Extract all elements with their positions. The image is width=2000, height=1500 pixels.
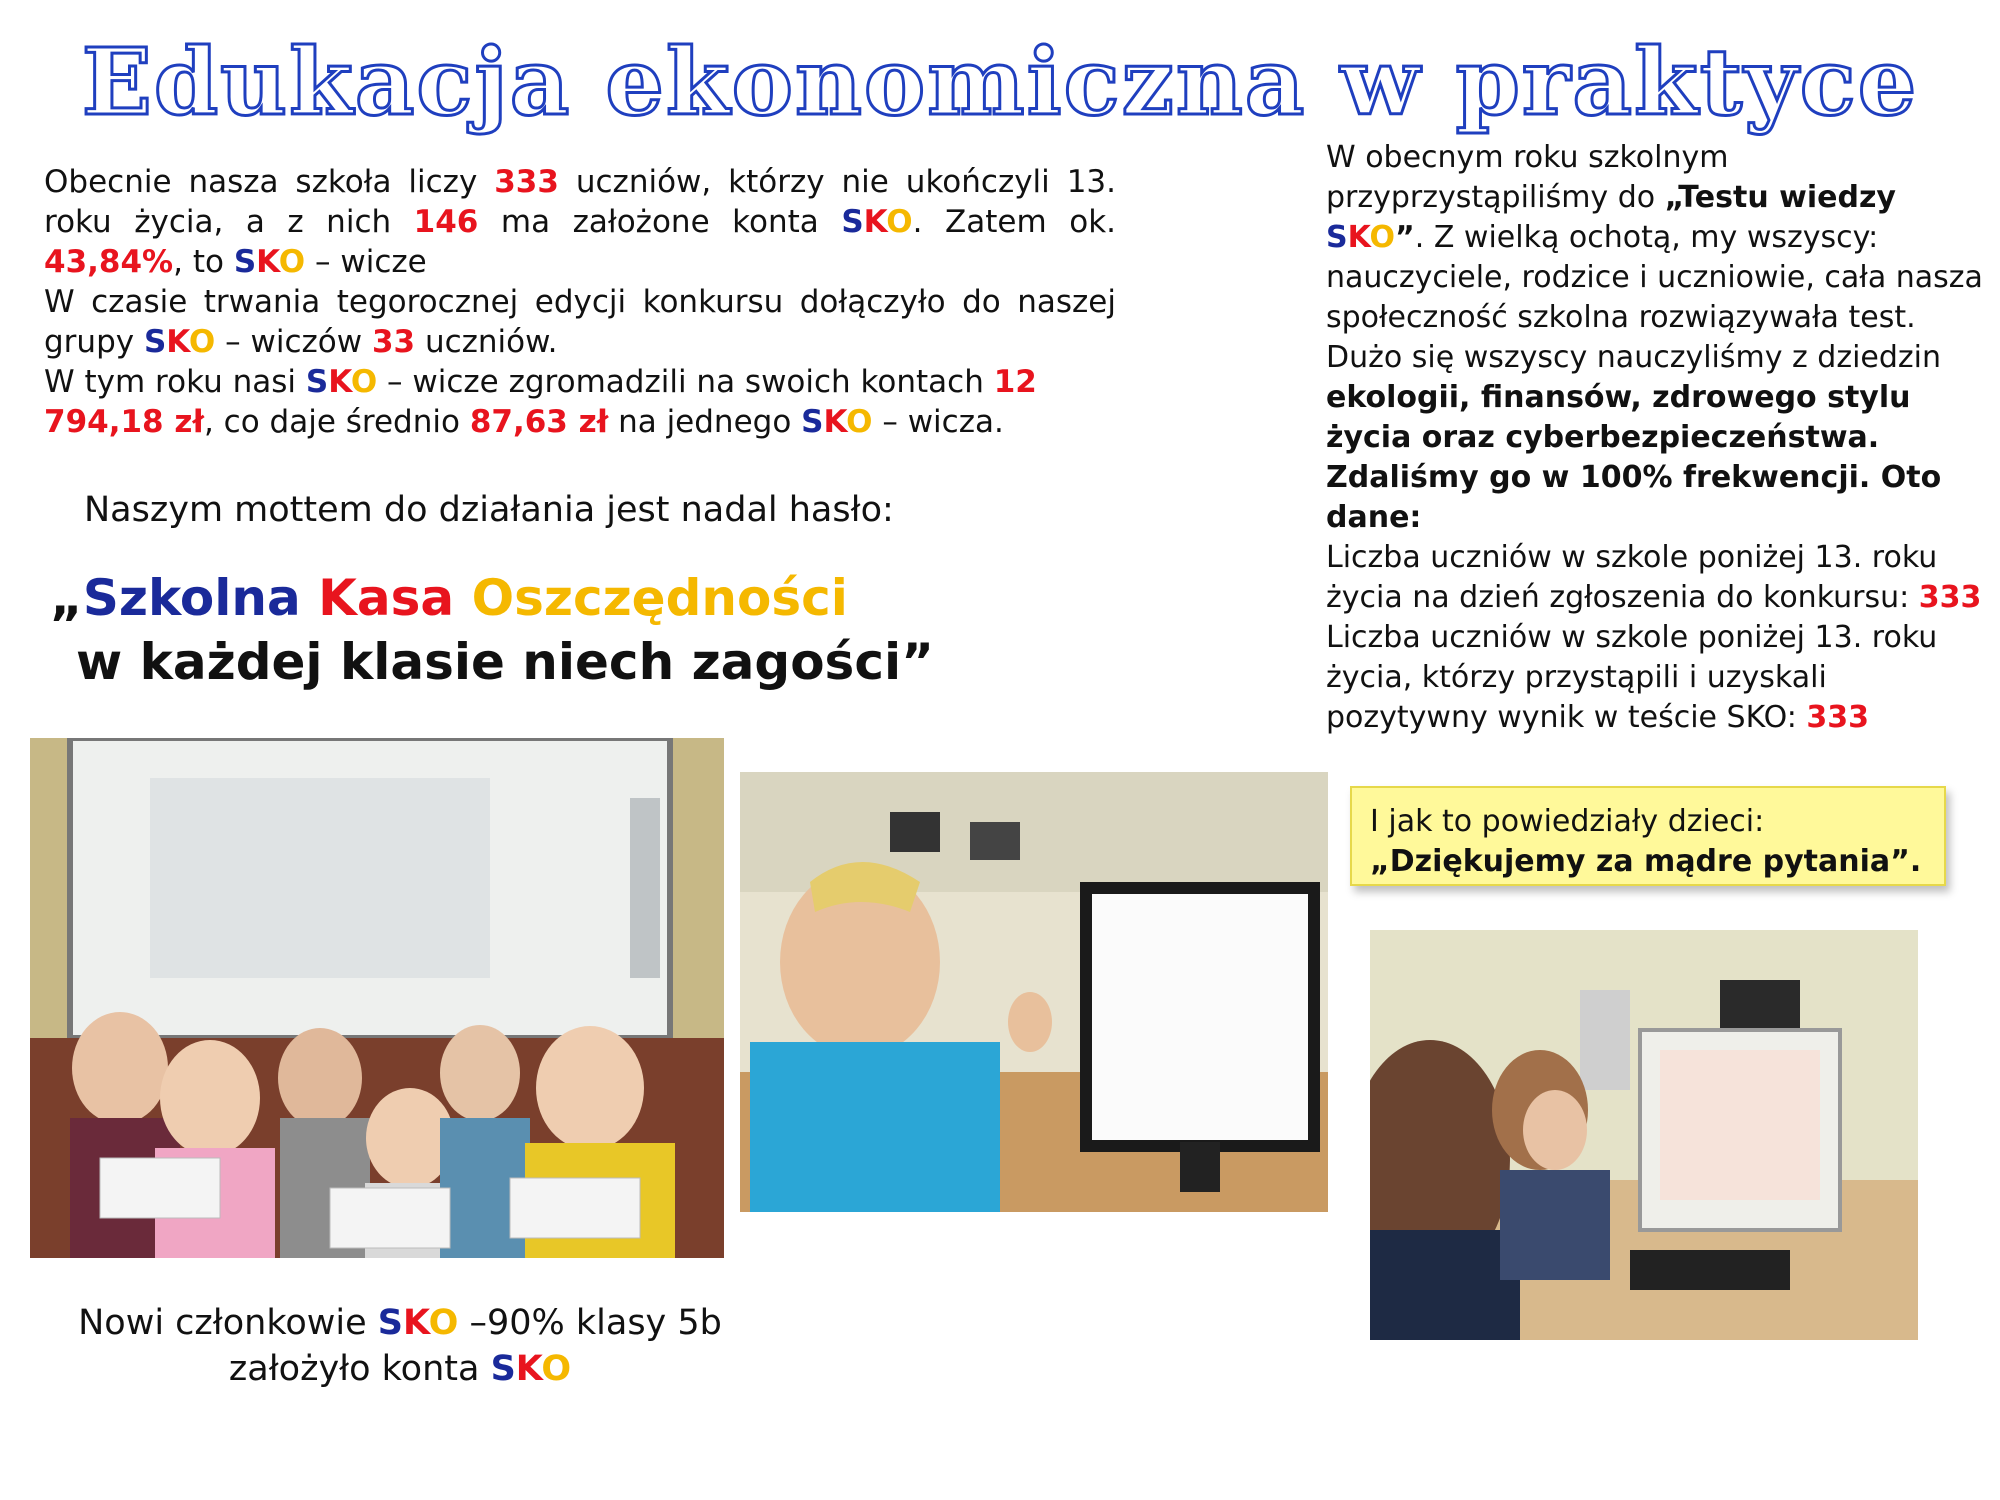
photo-caption: Nowi członkowie SKO –90% klasy 5b założyło konta SKO	[78, 1303, 722, 1389]
paragraph-new-members: W czasie trwania tegorocznej edycji konkursu dołączyło do naszej grupy SKO – wiczów 33 uczniów.	[44, 284, 1116, 360]
percent-value: 43,84%	[44, 244, 174, 280]
photo-boy-thumbs-up	[740, 772, 1328, 1212]
quote-intro: I jak to powiedziały dzieci:	[1370, 804, 1765, 839]
number-joined: 33	[371, 324, 416, 360]
motto-line-2: w każdej klasie niech zagości”	[76, 633, 934, 691]
paragraph-school-stats: Obecnie nasza szkoła liczy 333 uczniów, którzy nie ukończyli 13. roku życia, a z nich 146 ma założone konta SKO. Zatem ok. 43,84%, to SKO – wicze	[44, 164, 1117, 280]
paragraph-savings: W tym roku nasi SKO – wicze zgromadzili na swoich kontach 12 794,18 zł, co daje średnio 87,63 zł na jednego SKO – wicza.	[44, 364, 1037, 440]
sko-word: SKO	[841, 204, 913, 240]
children-quote-box	[1350, 786, 1946, 886]
number-students: 333	[494, 164, 559, 200]
quote-text: „Dziękujemy za mądre pytania”.	[1370, 844, 1922, 879]
sko-word: SKO	[801, 404, 873, 440]
paragraph-test: W obecnym roku szkolnym przyprzystąpiliśmy do „Testu wiedzy SKO”. Z wielką ochotą, my wszyscy: nauczyciele, rodzice i uczniowie, cała nasza społeczność szkolna rozwiązywała test. Dużo się wszyscy nauczyliśmy z dziedzin ekologii, finansów, zdrowego stylu życia oraz cyberbezpieczeństwa. Zdaliśmy go w 100% frekwencji. Oto dane:	[1326, 140, 1983, 535]
sko-word: SKO	[305, 364, 378, 400]
page-title: Edukacja ekonomiczna w praktyce	[81, 28, 1919, 136]
sko-word: SKO	[490, 1349, 572, 1389]
right-text-block	[1326, 138, 1994, 738]
sko-word: SKO	[233, 244, 306, 280]
number-accounts: 146	[413, 204, 479, 240]
stat-enrolled: Liczba uczniów w szkole poniżej 13. roku życia na dzień zgłoszenia do konkursu: 333	[1326, 540, 1982, 615]
stat-passed: Liczba uczniów w szkole poniżej 13. roku życia, którzy przystąpili i uzyskali pozytywny wynik w teście SKO: 333	[1326, 620, 1938, 735]
sko-word: SKO	[143, 324, 216, 360]
photo-class-with-certificates	[30, 738, 724, 1258]
average-savings: 87,63 zł	[469, 404, 609, 440]
total-savings: 12 794,18 zł	[44, 364, 1037, 440]
sko-word: SKO	[1326, 220, 1396, 255]
motto-slogan	[50, 566, 934, 694]
photo-girls-at-computer	[1370, 930, 1918, 1340]
motto-line-1: „Szkolna Kasa Oszczędności	[50, 569, 848, 627]
sko-word: SKO	[377, 1303, 459, 1343]
left-text-block	[44, 162, 1116, 442]
motto-intro: Naszym mottem do działania jest nadal hasło:	[84, 490, 894, 530]
